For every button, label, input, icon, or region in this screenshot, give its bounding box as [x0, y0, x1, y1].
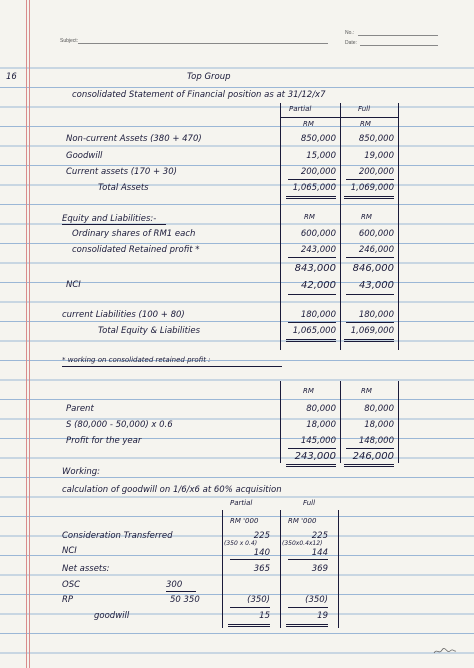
gw-note-full: (350x0.4x12)	[282, 540, 323, 547]
row-full: 19,000	[364, 151, 394, 161]
total-double-rule	[344, 339, 394, 342]
row-label: Current assets (170 + 30)	[66, 167, 177, 177]
equity-heading: Equity and Liabilities:-	[62, 214, 157, 224]
col-divider	[398, 381, 399, 463]
row-full: 600,000	[358, 229, 394, 239]
row-mid: 300	[166, 580, 183, 590]
row-label: Parent	[66, 404, 94, 414]
subtotal-rule	[288, 322, 336, 323]
company-name: Top Group	[187, 72, 231, 82]
subject-label: Subject:	[60, 38, 79, 44]
row-partial: 180,000	[300, 310, 336, 320]
total-double-rule	[344, 196, 394, 199]
subject-rule	[78, 43, 328, 44]
subtotal-rule	[288, 559, 328, 560]
subtotal-rule	[288, 448, 336, 449]
row-full: 144	[311, 548, 328, 558]
gw-unit-full: RM '000	[288, 517, 317, 525]
date-label: Date:	[345, 40, 357, 46]
row-label: Consideration Transferred	[62, 531, 173, 541]
subtotal-rule	[166, 591, 196, 592]
eq-unit-partial: RM	[304, 213, 315, 221]
row-full: 18,000	[364, 420, 394, 430]
subtotal-rule	[288, 607, 328, 608]
row-full: 80,000	[364, 404, 394, 414]
margin-line	[26, 0, 27, 668]
subtotal-rule	[346, 257, 394, 258]
row-label: Non-current Assets (380 + 470)	[66, 134, 202, 144]
row-full: 369	[311, 564, 328, 574]
row-partial: 42,000	[301, 280, 336, 291]
row-label: Net assets:	[62, 564, 110, 574]
row-full: 246,000	[352, 451, 394, 462]
subtotal-rule	[346, 322, 394, 323]
row-full: 846,000	[352, 263, 394, 274]
total-double-rule	[286, 624, 328, 627]
col-partial: Partial	[289, 105, 312, 113]
row-full: 1,069,000	[350, 183, 394, 193]
crp-unit-a: RM	[303, 387, 314, 395]
col-divider	[340, 103, 341, 350]
subtotal-rule	[346, 448, 394, 449]
row-label: RP	[62, 595, 74, 605]
col-divider	[338, 510, 339, 628]
row-partial: 243,000	[294, 451, 336, 462]
row-label: goodwill	[94, 611, 130, 621]
gw-note-partial: (350 x 0.4)	[224, 540, 258, 547]
statement-title: consolidated Statement of Financial position as at 31/12/x7	[72, 90, 326, 100]
row-partial: 15	[259, 611, 270, 621]
row-label: S (80,000 - 50,000) x 0.6	[66, 420, 173, 430]
total-double-rule	[344, 464, 394, 467]
total-double-rule	[286, 196, 336, 199]
col-rule	[280, 117, 398, 118]
row-label: OSC	[62, 580, 81, 590]
row-label: current Liabilities (100 + 80)	[62, 310, 185, 320]
row-partial: 243,000	[300, 245, 336, 255]
row-label: Profit for the year	[66, 436, 142, 446]
row-partial: 843,000	[294, 263, 336, 274]
row-full: 180,000	[358, 310, 394, 320]
row-full: 200,000	[358, 167, 394, 177]
row-label: Goodwill	[66, 151, 103, 161]
subtotal-rule	[288, 257, 336, 258]
date-rule	[360, 45, 438, 46]
row-partial: 365	[253, 564, 270, 574]
subtotal-rule	[230, 559, 270, 560]
row-label: Ordinary shares of RM1 each	[72, 229, 196, 239]
row-partial: 850,000	[300, 134, 336, 144]
crp-heading-underline	[62, 366, 282, 367]
equity-heading-underline	[62, 224, 166, 225]
subtotal-rule	[288, 294, 336, 295]
row-partial: (350)	[247, 595, 270, 605]
unit-full: RM	[360, 120, 371, 128]
row-partial: 80,000	[306, 404, 336, 414]
row-label: Total Equity & Liabilities	[98, 326, 200, 336]
goodwill-title: calculation of goodwill on 1/6/x6 at 60% acquisition	[62, 485, 282, 495]
row-partial: 1,065,000	[292, 326, 336, 336]
col-divider	[280, 103, 281, 350]
total-double-rule	[286, 464, 336, 467]
row-partial: 200,000	[300, 167, 336, 177]
row-partial: 15,000	[306, 151, 336, 161]
row-partial: 145,000	[300, 436, 336, 446]
row-partial: 140	[253, 548, 270, 558]
row-label: consolidated Retained profit *	[72, 245, 200, 255]
row-full: (350)	[305, 595, 328, 605]
row-mid: 50 350	[170, 595, 200, 605]
row-partial: 225	[253, 531, 270, 541]
no-label: No.:	[345, 30, 355, 36]
total-double-rule	[228, 624, 270, 627]
signature-mark	[433, 646, 457, 656]
row-partial: 600,000	[300, 229, 336, 239]
crp-unit-b: RM	[361, 387, 372, 395]
working-label: Working:	[62, 467, 101, 477]
row-full: 225	[311, 531, 328, 541]
col-divider	[222, 510, 223, 628]
row-label: Total Assets	[98, 183, 149, 193]
col-divider	[340, 381, 341, 463]
col-full: Full	[358, 105, 371, 113]
subtotal-rule	[346, 179, 394, 180]
row-full: 43,000	[359, 280, 394, 291]
row-full: 850,000	[358, 134, 394, 144]
no-rule	[358, 35, 438, 36]
eq-unit-full: RM	[361, 213, 372, 221]
row-label: NCI	[62, 546, 77, 556]
subtotal-rule	[230, 607, 270, 608]
gw-col-full: Full	[303, 499, 316, 507]
col-divider	[280, 510, 281, 628]
margin-line	[29, 0, 30, 668]
question-number: 16	[6, 72, 17, 82]
row-full: 246,000	[358, 245, 394, 255]
total-double-rule	[286, 339, 336, 342]
gw-col-partial: Partial	[230, 499, 253, 507]
row-full: 148,000	[358, 436, 394, 446]
row-full: 19	[317, 611, 328, 621]
row-label: NCI	[66, 280, 81, 290]
subtotal-rule	[346, 294, 394, 295]
row-full: 1,069,000	[350, 326, 394, 336]
unit-partial: RM	[303, 120, 314, 128]
col-divider	[280, 381, 281, 463]
row-partial: 1,065,000	[292, 183, 336, 193]
col-divider	[398, 103, 399, 350]
gw-unit-partial: RM '000	[230, 517, 259, 525]
crp-heading: * working on consolidated retained profit :	[62, 356, 211, 364]
row-partial: 18,000	[306, 420, 336, 430]
subtotal-rule	[288, 179, 336, 180]
